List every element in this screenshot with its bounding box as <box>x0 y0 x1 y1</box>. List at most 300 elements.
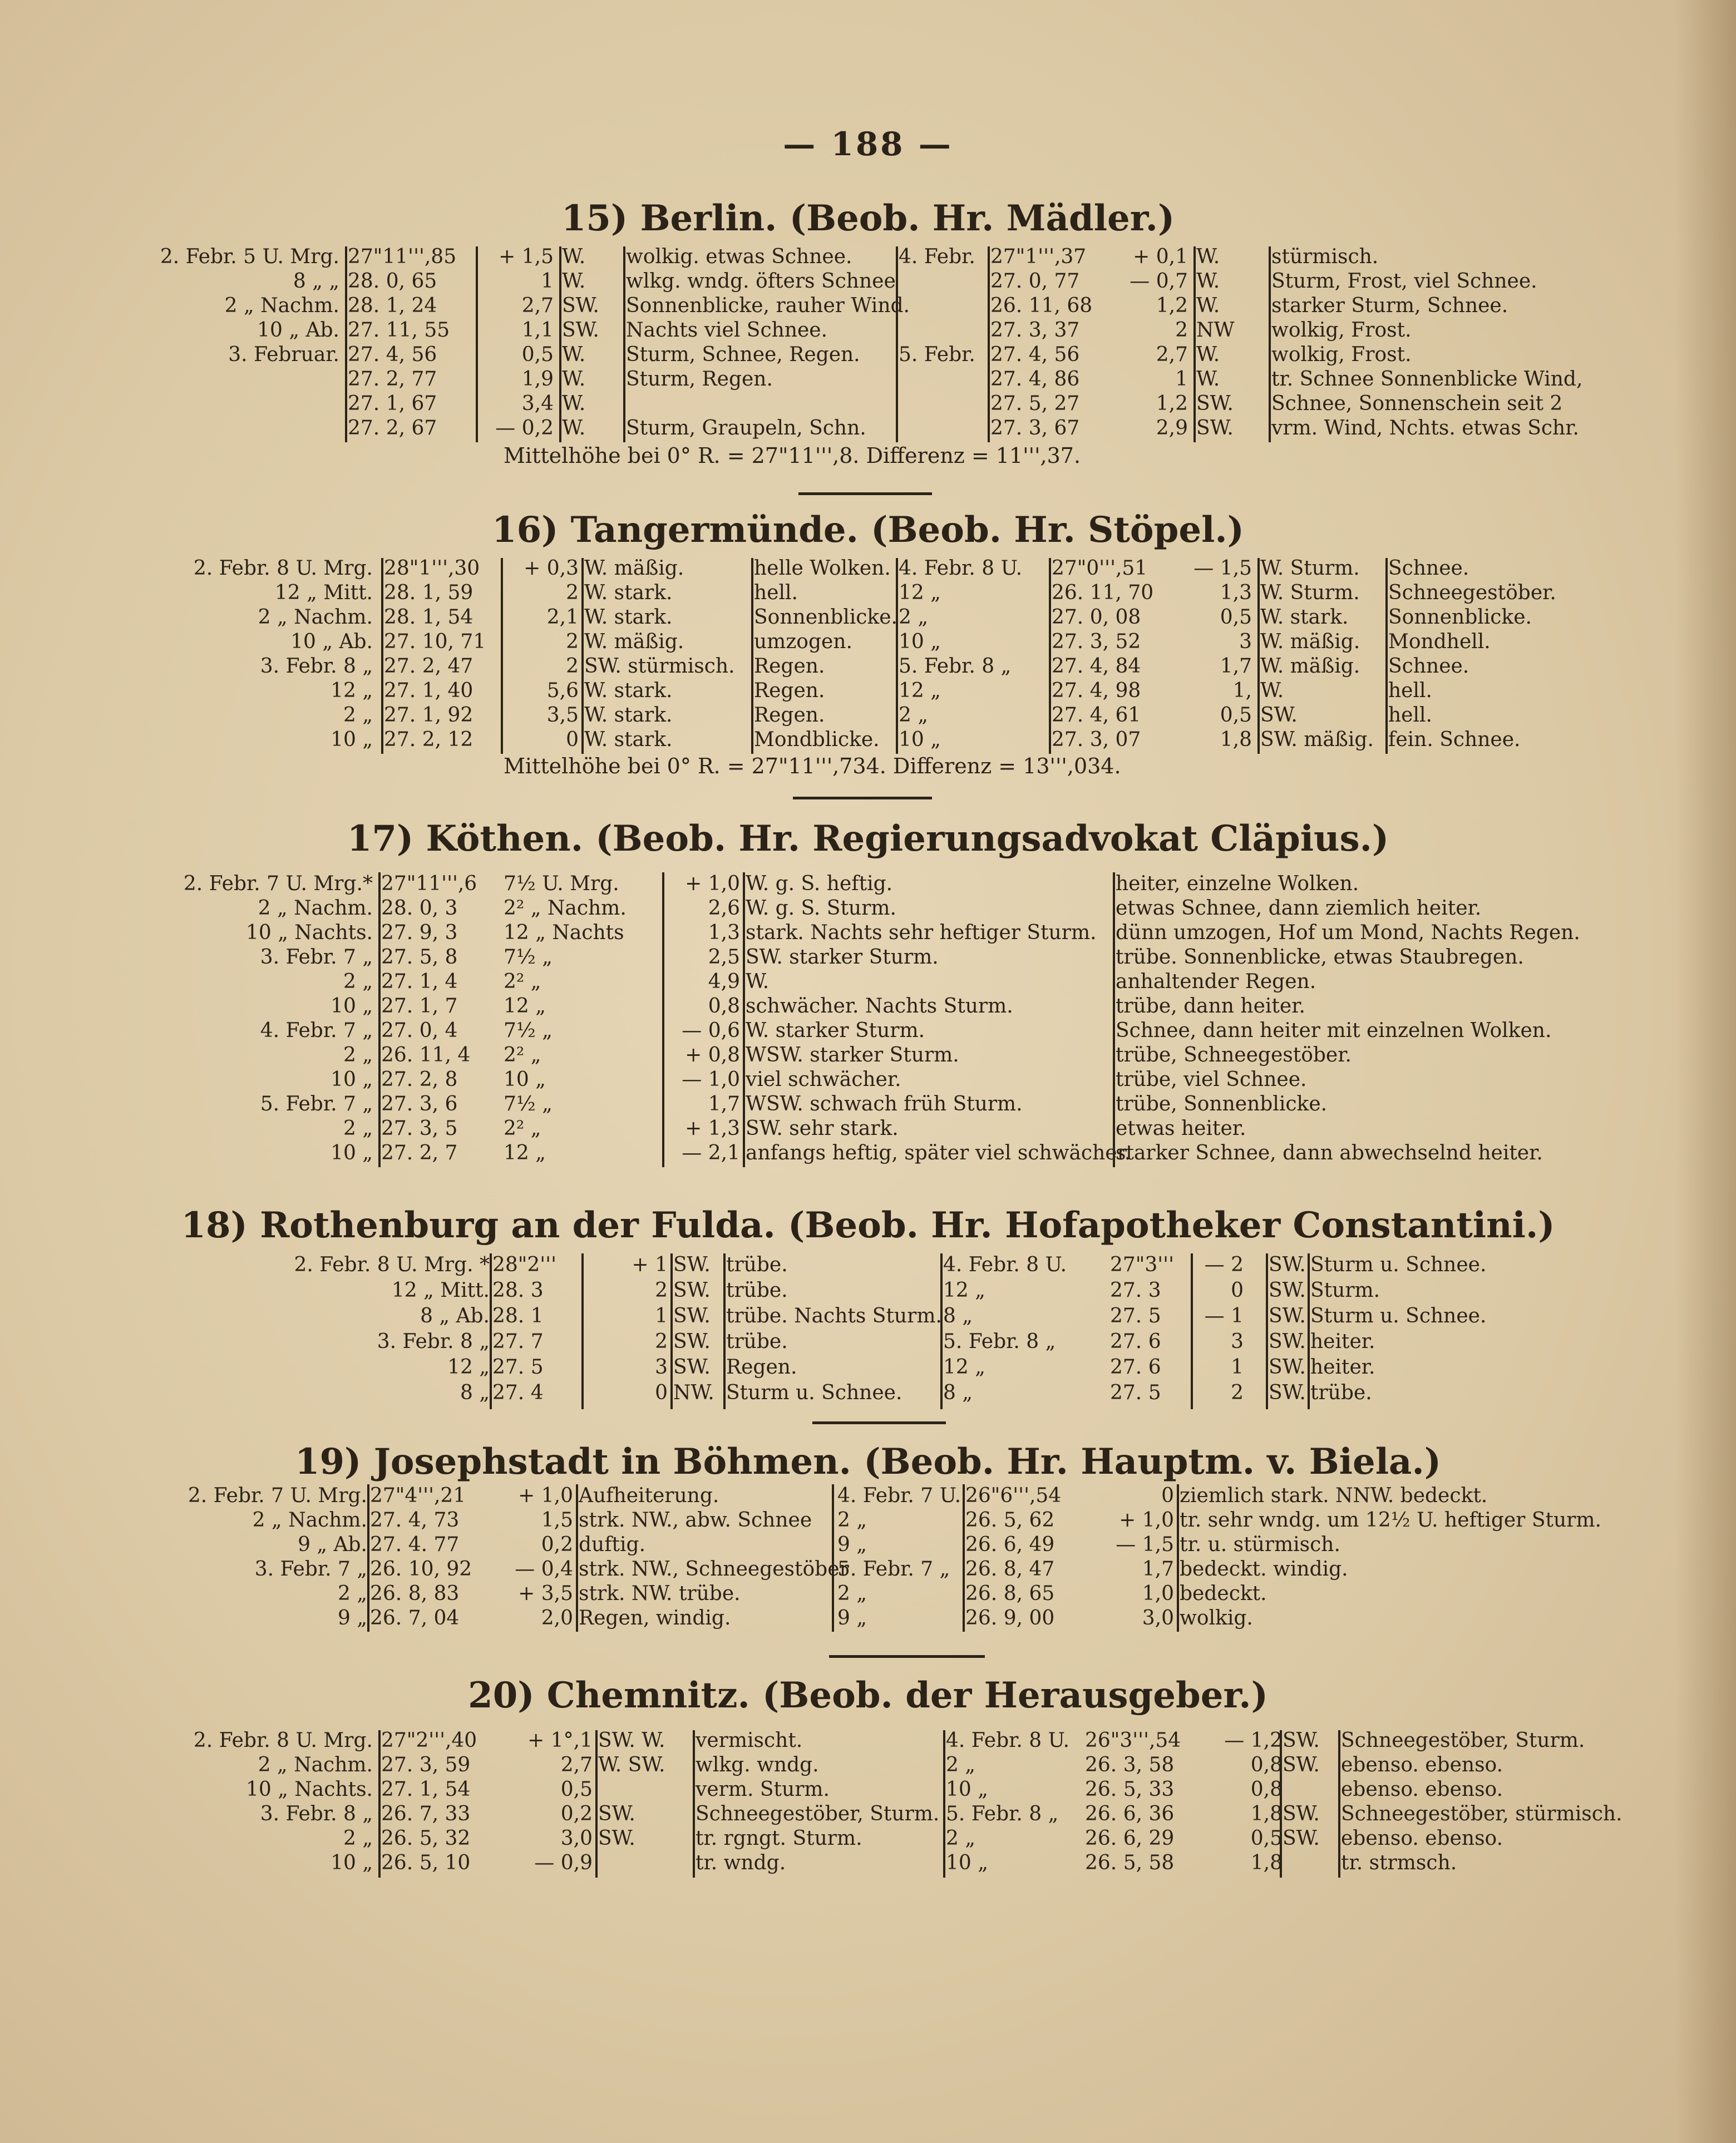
table-cell: 0,5 <box>521 343 554 366</box>
table-cell: Sturm, Schnee, Regen. <box>626 343 860 366</box>
table-cell: SW. <box>673 1253 711 1276</box>
table-cell: 4. Febr. 8 U. <box>899 557 1023 580</box>
table-cell: 26. 6, 36 <box>1085 1803 1175 1825</box>
table-cell: 28. 1 <box>492 1305 544 1327</box>
table-cell: 2 „ <box>899 606 928 629</box>
table-cell: 1,9 <box>521 368 554 391</box>
table-cell: 0,5 <box>560 1778 593 1801</box>
table-cell: Sturm. <box>1310 1279 1380 1302</box>
table-cell: 2. Febr. 8 U. Mrg. <box>193 557 373 580</box>
table-cell: 4. Febr. 7 „ <box>260 1019 373 1042</box>
table-cell: Schnee. <box>1388 655 1469 678</box>
table-cell: heiter, einzelne Wolken. <box>1116 872 1359 895</box>
table-cell: 1,2 <box>1156 294 1188 317</box>
table-cell: SW. <box>1283 1729 1320 1752</box>
table-cell: 1,8 <box>1250 1803 1283 1825</box>
table-cell: 26. 5, 10 <box>381 1851 471 1874</box>
table-cell: Schnee, dann heiter mit einzelnen Wolken. <box>1116 1019 1552 1042</box>
table-cell: 3. Febr. 7 „ <box>254 1558 367 1581</box>
table-row <box>0 1068 1736 1093</box>
table-cell: tr. rgngt. Sturm. <box>696 1827 862 1850</box>
table-cell: 2. Febr. 5 U. Mrg. <box>160 245 339 268</box>
table-cell: wolkig, Frost. <box>1271 343 1412 366</box>
table-cell: + 3,5 <box>518 1582 573 1605</box>
table-cell: 3. Februar. <box>228 343 339 366</box>
table-cell: 27. 3, 07 <box>1052 728 1141 751</box>
table-cell: 12 „ Mitt. <box>391 1279 490 1302</box>
table-cell: + 0,8 <box>685 1044 740 1066</box>
section-title: 19) Josephstadt in Böhmen. (Beob. Hr. Hauptm. v. Biela.) <box>294 1441 1442 1483</box>
column-rule <box>476 246 478 442</box>
table-cell: 2 „ <box>338 1582 367 1605</box>
table-cell: tr. sehr wndg. um 12½ U. heftiger Sturm. <box>1180 1509 1601 1532</box>
table-cell: SW. <box>562 319 599 342</box>
table-cell: SW. <box>1269 1279 1306 1302</box>
table-cell: etwas Schnee, dann ziemlich heiter. <box>1116 897 1482 920</box>
table-cell: 7½ „ <box>504 946 553 969</box>
table-cell: 27. 3, 52 <box>1052 630 1141 653</box>
table-cell: Regen. <box>754 655 825 678</box>
table-cell: bedeckt. <box>1180 1582 1267 1605</box>
table-cell: vermischt. <box>696 1729 803 1752</box>
table-cell: — 0,2 <box>495 417 554 440</box>
table-cell: 8 „ <box>460 1381 490 1404</box>
table-cell: 7½ „ <box>504 1093 553 1115</box>
table-cell: SW. <box>598 1803 635 1825</box>
table-cell: W. mäßig. <box>1260 630 1360 653</box>
table-cell: 10 „ <box>331 1068 373 1091</box>
table-cell: W. <box>1196 294 1220 317</box>
table-cell: 27. 5 <box>1110 1305 1161 1327</box>
table-cell: 28. 0, 3 <box>381 897 458 920</box>
table-cell: 27. 3, 5 <box>381 1117 458 1140</box>
table-cell: SW. <box>1269 1356 1306 1379</box>
table-cell: W. <box>562 392 586 415</box>
table-cell: 3. Febr. 7 „ <box>260 946 373 969</box>
column-rule <box>832 1484 834 1632</box>
table-cell: — 0,9 <box>534 1851 593 1874</box>
column-rule <box>693 1730 695 1878</box>
section-divider <box>793 797 932 799</box>
table-cell: 1,0 <box>1142 1582 1174 1605</box>
table-cell: trübe. Sonnenblicke, etwas Staubregen. <box>1116 946 1524 969</box>
table-cell: 26. 7, 33 <box>381 1803 471 1825</box>
table-row <box>0 1607 1736 1631</box>
table-cell: SW. <box>598 1827 635 1850</box>
column-rule <box>1266 1253 1268 1409</box>
table-cell: 12 „ Mitt. <box>274 581 373 604</box>
table-cell: 4,9 <box>708 970 740 993</box>
table-cell: SW. stürmisch. <box>584 655 735 678</box>
table-cell: W. <box>562 245 586 268</box>
table-row <box>0 630 1736 655</box>
column-rule <box>723 1253 726 1409</box>
table-cell: heiter. <box>1310 1356 1375 1379</box>
table-cell: W. mäßig. <box>1260 655 1360 678</box>
table-row <box>0 1484 1736 1509</box>
table-cell: W. Sturm. <box>1260 557 1360 580</box>
table-cell: SW. <box>673 1305 711 1327</box>
table-cell: — 1,0 <box>682 1068 740 1091</box>
table-cell: trübe. <box>1310 1381 1372 1404</box>
table-cell: W. starker Sturm. <box>746 1019 925 1042</box>
table-cell: 12 „ Nachts <box>504 921 624 944</box>
table-cell: 27. 9, 3 <box>381 921 458 944</box>
table-cell: trübe, dann heiter. <box>1116 995 1305 1018</box>
table-cell: + 1°,1 <box>527 1729 593 1752</box>
table-cell: 28. 0, 65 <box>348 270 437 293</box>
table-cell: Sonnenblicke. <box>754 606 897 629</box>
table-cell: 9 „ Ab. <box>298 1533 367 1556</box>
table-cell: + 1 <box>632 1253 668 1276</box>
table-cell: W. <box>562 270 586 293</box>
table-cell: 2 „ <box>899 704 928 727</box>
table-cell: SW. <box>1269 1253 1306 1276</box>
section-title: 16) Tangermünde. (Beob. Hr. Stöpel.) <box>492 509 1244 551</box>
table-cell: 3. Febr. 8 „ <box>260 1803 373 1825</box>
table-row <box>0 392 1736 417</box>
table-cell: Mondhell. <box>1388 630 1491 653</box>
table-row <box>0 1305 1736 1330</box>
table-cell: hell. <box>754 581 798 604</box>
table-cell: ebenso. ebenso. <box>1341 1778 1503 1801</box>
table-cell: 27"0''',51 <box>1052 557 1148 580</box>
table-cell: wlkg. wndg. öfters Schnee <box>626 270 896 293</box>
section-berlin <box>0 197 1736 487</box>
table-cell: 1,7 <box>708 1093 740 1115</box>
table-row <box>0 970 1736 995</box>
table-row <box>0 1019 1736 1044</box>
table-cell: 2,7 <box>1156 343 1188 366</box>
table-cell: 26. 3, 58 <box>1085 1754 1175 1776</box>
table-cell: 4. Febr. 7 U. <box>837 1484 961 1507</box>
table-row <box>0 897 1736 921</box>
table-cell: W. <box>1196 270 1220 293</box>
column-rule <box>1257 558 1260 754</box>
table-row <box>0 704 1736 728</box>
section-chemnitz <box>0 1675 1736 1908</box>
table-cell: W. <box>1196 343 1220 366</box>
table-cell: 27. 4, 61 <box>1052 704 1141 727</box>
table-cell: W. <box>1196 368 1220 391</box>
table-cell: 2 „ <box>837 1509 867 1532</box>
table-cell: anhaltender Regen. <box>1116 970 1316 993</box>
column-rule <box>559 246 561 442</box>
table-cell: SW. <box>673 1356 711 1379</box>
table-cell: W. mäßig. <box>584 557 684 580</box>
section-rothenburg <box>0 1204 1736 1438</box>
table-row <box>0 1754 1736 1778</box>
table-cell: 3,4 <box>521 392 554 415</box>
table-cell: 26. 8, 83 <box>370 1582 460 1605</box>
table-cell: W. g. S. Sturm. <box>746 897 896 920</box>
section-divider <box>798 492 932 495</box>
column-rule <box>381 558 383 754</box>
table-row <box>0 1803 1736 1827</box>
table-cell: + 0,3 <box>524 557 579 580</box>
section-title: 20) Chemnitz. (Beob. der Herausgeber.) <box>468 1675 1268 1716</box>
table-row <box>0 1582 1736 1607</box>
table-cell: 12 „ <box>943 1356 985 1379</box>
table-row <box>0 319 1736 343</box>
table-cell: 2 „ Nachm. <box>252 1509 367 1532</box>
table-cell: 2 „ <box>946 1827 975 1850</box>
table-cell: 1,7 <box>1142 1558 1174 1581</box>
table-cell: trübe. <box>726 1253 788 1276</box>
table-cell: 27. 0, 08 <box>1052 606 1141 629</box>
table-cell: 26. 10, 92 <box>370 1558 472 1581</box>
table-cell: wolkig. <box>1180 1607 1253 1630</box>
column-rule <box>623 246 625 442</box>
table-cell: 1 <box>1231 1356 1244 1379</box>
table-cell: strk. NW., abw. Schnee <box>579 1509 812 1532</box>
table-cell: ziemlich stark. NNW. bedeckt. <box>1180 1484 1488 1507</box>
table-cell: SW. <box>1283 1827 1320 1850</box>
table-cell: — 0,4 <box>515 1558 573 1581</box>
table-cell: 2 „ <box>837 1582 867 1605</box>
table-cell: + 1,5 <box>499 245 554 268</box>
table-cell: + 1,0 <box>518 1484 573 1507</box>
table-cell: SW. mäßig. <box>1260 728 1374 751</box>
column-rule <box>1338 1730 1340 1878</box>
table-cell: 2 „ Nachm. <box>224 294 339 317</box>
table-cell: 26. 11, 4 <box>381 1044 471 1066</box>
table-cell: Regen. <box>754 679 825 702</box>
table-cell: 27. 4, 56 <box>990 343 1080 366</box>
table-cell: 27. 2, 8 <box>381 1068 458 1091</box>
table-cell: Schneegestöber, Sturm. <box>696 1803 940 1825</box>
table-cell: 2² „ Nachm. <box>504 897 627 920</box>
table-cell: 2 „ <box>343 1827 373 1850</box>
table-cell: — 2 <box>1204 1253 1244 1276</box>
table-cell: 28. 1, 54 <box>384 606 474 629</box>
table-cell: 27"11''',6 <box>381 872 477 895</box>
table-cell: trübe. <box>726 1279 788 1302</box>
table-cell: SW. <box>1269 1305 1306 1327</box>
table-cell: SW. <box>1260 704 1298 727</box>
table-cell: 12 „ <box>447 1356 490 1379</box>
table-cell: 3 <box>1239 630 1252 653</box>
table-cell: viel schwächer. <box>746 1068 901 1091</box>
table-cell: 2 <box>566 581 579 604</box>
table-cell: trübe. Nachts Sturm. <box>726 1305 942 1327</box>
section-koethen <box>0 818 1736 1179</box>
table-row <box>0 1533 1736 1558</box>
table-cell: starker Schnee, dann abwechselnd heiter. <box>1116 1142 1543 1164</box>
table-cell: 0 <box>1161 1484 1174 1507</box>
table-cell: 27. 4, 98 <box>1052 679 1141 702</box>
table-cell: W. <box>562 343 586 366</box>
table-cell: 3. Febr. 8 „ <box>260 655 373 678</box>
column-rule <box>940 1253 943 1409</box>
section-tangermuende <box>0 509 1736 793</box>
table-cell: 0,2 <box>560 1803 593 1825</box>
table-cell: 5. Febr. 7 „ <box>260 1093 373 1115</box>
table-cell: 27. 2, 12 <box>384 728 474 751</box>
table-row <box>0 1851 1736 1876</box>
table-cell: 26. 8, 47 <box>965 1558 1055 1581</box>
table-cell: NW <box>1196 319 1235 342</box>
table-cell: 26. 11, 70 <box>1052 581 1154 604</box>
table-cell: 2,7 <box>560 1754 593 1776</box>
table-cell: 0,8 <box>708 995 740 1018</box>
table-cell: W. Sturm. <box>1260 581 1360 604</box>
table-cell: 3 <box>655 1356 668 1379</box>
column-rule <box>670 1253 673 1409</box>
table-cell: 2 „ <box>946 1754 975 1776</box>
table-cell: 27. 3 <box>1110 1279 1161 1302</box>
table-cell: W. SW. <box>598 1754 665 1776</box>
table-cell: + 1,0 <box>685 872 740 895</box>
table-cell: 2. Febr. 7 U. Mrg.* <box>183 872 373 895</box>
table-cell: 5. Febr. <box>899 343 975 366</box>
table-cell: 1,5 <box>541 1509 573 1532</box>
table-cell: + 0,1 <box>1133 245 1188 268</box>
table-cell: 2,6 <box>708 897 740 920</box>
table-cell: 1,3 <box>1220 581 1252 604</box>
table-cell: Sturm, Regen. <box>626 368 773 391</box>
table-cell: Schnee. <box>1388 557 1469 580</box>
table-cell: 27. 5 <box>1110 1381 1161 1404</box>
table-row <box>0 1381 1736 1407</box>
table-cell: 28. 1, 24 <box>348 294 437 317</box>
table-cell: 2 <box>566 630 579 653</box>
table-cell: 1, <box>1232 679 1252 702</box>
table-cell: — 1,5 <box>1194 557 1252 580</box>
table-cell: W. stark. <box>584 606 673 629</box>
table-cell: 27. 3, 37 <box>990 319 1080 342</box>
table-cell: 3,0 <box>1142 1607 1174 1630</box>
table-row <box>0 1117 1736 1142</box>
table-cell: — 2,1 <box>682 1142 740 1164</box>
table-cell: W. stark. <box>584 704 673 727</box>
table-cell: 1,2 <box>1156 392 1188 415</box>
table-row <box>0 343 1736 368</box>
table-row <box>0 1044 1736 1068</box>
table-cell: hell. <box>1388 704 1432 727</box>
table-cell: 12 „ <box>943 1279 985 1302</box>
table-cell: — 0,6 <box>682 1019 740 1042</box>
table-cell: 27. 7 <box>492 1330 544 1353</box>
section-divider <box>829 1655 985 1658</box>
table-cell: 0,5 <box>1250 1827 1283 1850</box>
table-row <box>0 368 1736 392</box>
table-cell: 2. Febr. 8 U. Mrg. * <box>294 1253 490 1276</box>
table-cell: 27. 2, 77 <box>348 368 437 391</box>
table-cell: 2,7 <box>521 294 554 317</box>
table-cell: tr. u. stürmisch. <box>1180 1533 1340 1556</box>
table-cell: schwächer. Nachts Sturm. <box>746 995 1013 1018</box>
table-cell: 2. Febr. 8 U. Mrg. <box>193 1729 373 1752</box>
table-cell: 1 <box>541 270 554 293</box>
table-cell: SW. <box>1196 417 1234 440</box>
table-cell: 10 „ <box>899 728 941 751</box>
column-rule <box>1194 246 1196 442</box>
table-cell: 2 <box>1231 1381 1244 1404</box>
table-cell: 27. 4. 77 <box>370 1533 460 1556</box>
table-cell: anfangs heftig, später viel schwächer. <box>746 1142 1131 1164</box>
table-cell: Sturm, Frost, viel Schnee. <box>1271 270 1537 293</box>
table-cell: 2,5 <box>708 946 740 969</box>
table-cell: bedeckt. windig. <box>1180 1558 1348 1581</box>
table-cell: 1,8 <box>1250 1851 1283 1874</box>
table-cell: 27"1''',37 <box>990 245 1087 268</box>
table-cell: 26. 5, 62 <box>965 1509 1055 1532</box>
table-cell: wlkg. wndg. <box>696 1754 819 1776</box>
table-cell: tr. wndg. <box>696 1851 786 1874</box>
table-cell: 27. 4 <box>492 1381 544 1404</box>
table-cell: 0,2 <box>541 1533 573 1556</box>
column-rule <box>943 1730 945 1878</box>
table-cell: 2,9 <box>1156 417 1188 440</box>
table-cell: 10 „ Ab. <box>290 630 373 653</box>
column-rule <box>581 1253 584 1409</box>
table-cell: 28. 3 <box>492 1279 544 1302</box>
table-cell: 27. 5, 8 <box>381 946 458 969</box>
table-cell: SW. <box>1283 1754 1320 1776</box>
table-cell: 27. 4, 84 <box>1052 655 1141 678</box>
table-cell: 27. 5, 27 <box>990 392 1080 415</box>
table-cell: SW. <box>673 1330 711 1353</box>
table-cell: 2. Febr. 7 U. Mrg. <box>188 1484 367 1507</box>
table-cell: 3,5 <box>546 704 579 727</box>
table-cell: strk. NW., Schneegestöber <box>579 1558 849 1581</box>
table-cell: 0 <box>566 728 579 751</box>
table-cell: — 1,5 <box>1116 1533 1174 1556</box>
table-cell: 27. 4, 86 <box>990 368 1080 391</box>
table-cell: ebenso. ebenso. <box>1341 1827 1503 1850</box>
table-cell: Regen. <box>754 704 825 727</box>
table-cell: 10 „ <box>331 1142 373 1164</box>
table-cell: Regen. <box>726 1356 797 1379</box>
table-cell: 2 <box>566 655 579 678</box>
table-cell: Sturm u. Schnee. <box>726 1381 902 1404</box>
section-title: 17) Köthen. (Beob. Hr. Regierungsadvokat Cläpius.) <box>347 818 1389 860</box>
table-cell: Schnee, Sonnenschein seit 2 <box>1271 392 1563 415</box>
table-cell: SW. <box>1196 392 1234 415</box>
column-rule <box>576 1484 578 1632</box>
table-cell: 10 „ Ab. <box>257 319 339 342</box>
column-rule <box>1177 1484 1179 1632</box>
table-cell: W. g. S. heftig. <box>746 872 893 895</box>
table-cell: 12 „ <box>504 995 546 1018</box>
table-cell: WSW. schwach früh Sturm. <box>746 1093 1023 1115</box>
column-rule <box>490 1253 492 1409</box>
section-title: 15) Berlin. (Beob. Hr. Mädler.) <box>561 197 1175 239</box>
table-cell: 2 „ Nachm. <box>258 1754 373 1776</box>
table-cell: etwas heiter. <box>1116 1117 1246 1140</box>
page-number: — 188 — <box>783 125 953 163</box>
table-row <box>0 872 1736 897</box>
table-cell: 27. 2, 47 <box>384 655 474 678</box>
table-cell: W. <box>1260 679 1284 702</box>
table-cell: 1 <box>655 1305 668 1327</box>
table-cell: 27. 3, 59 <box>381 1754 471 1776</box>
table-row <box>0 417 1736 441</box>
table-cell: — 0,7 <box>1130 270 1188 293</box>
table-cell: 4. Febr. 8 U. <box>946 1729 1070 1752</box>
table-cell: 10 „ <box>899 630 941 653</box>
table-cell: heiter. <box>1310 1330 1375 1353</box>
table-cell: — 1,2 <box>1224 1729 1283 1752</box>
table-cell: ebenso. ebenso. <box>1341 1754 1503 1776</box>
column-rule <box>345 246 347 442</box>
table-cell: 26"6''',54 <box>965 1484 1062 1507</box>
section-title: 18) Rothenburg an der Fulda. (Beob. Hr. Hofapotheker Constantini.) <box>181 1204 1555 1246</box>
table-row <box>0 1253 1736 1279</box>
table-cell: 26. 5, 32 <box>381 1827 471 1850</box>
table-cell: vrm. Wind, Nchts. etwas Schr. <box>1271 417 1579 440</box>
